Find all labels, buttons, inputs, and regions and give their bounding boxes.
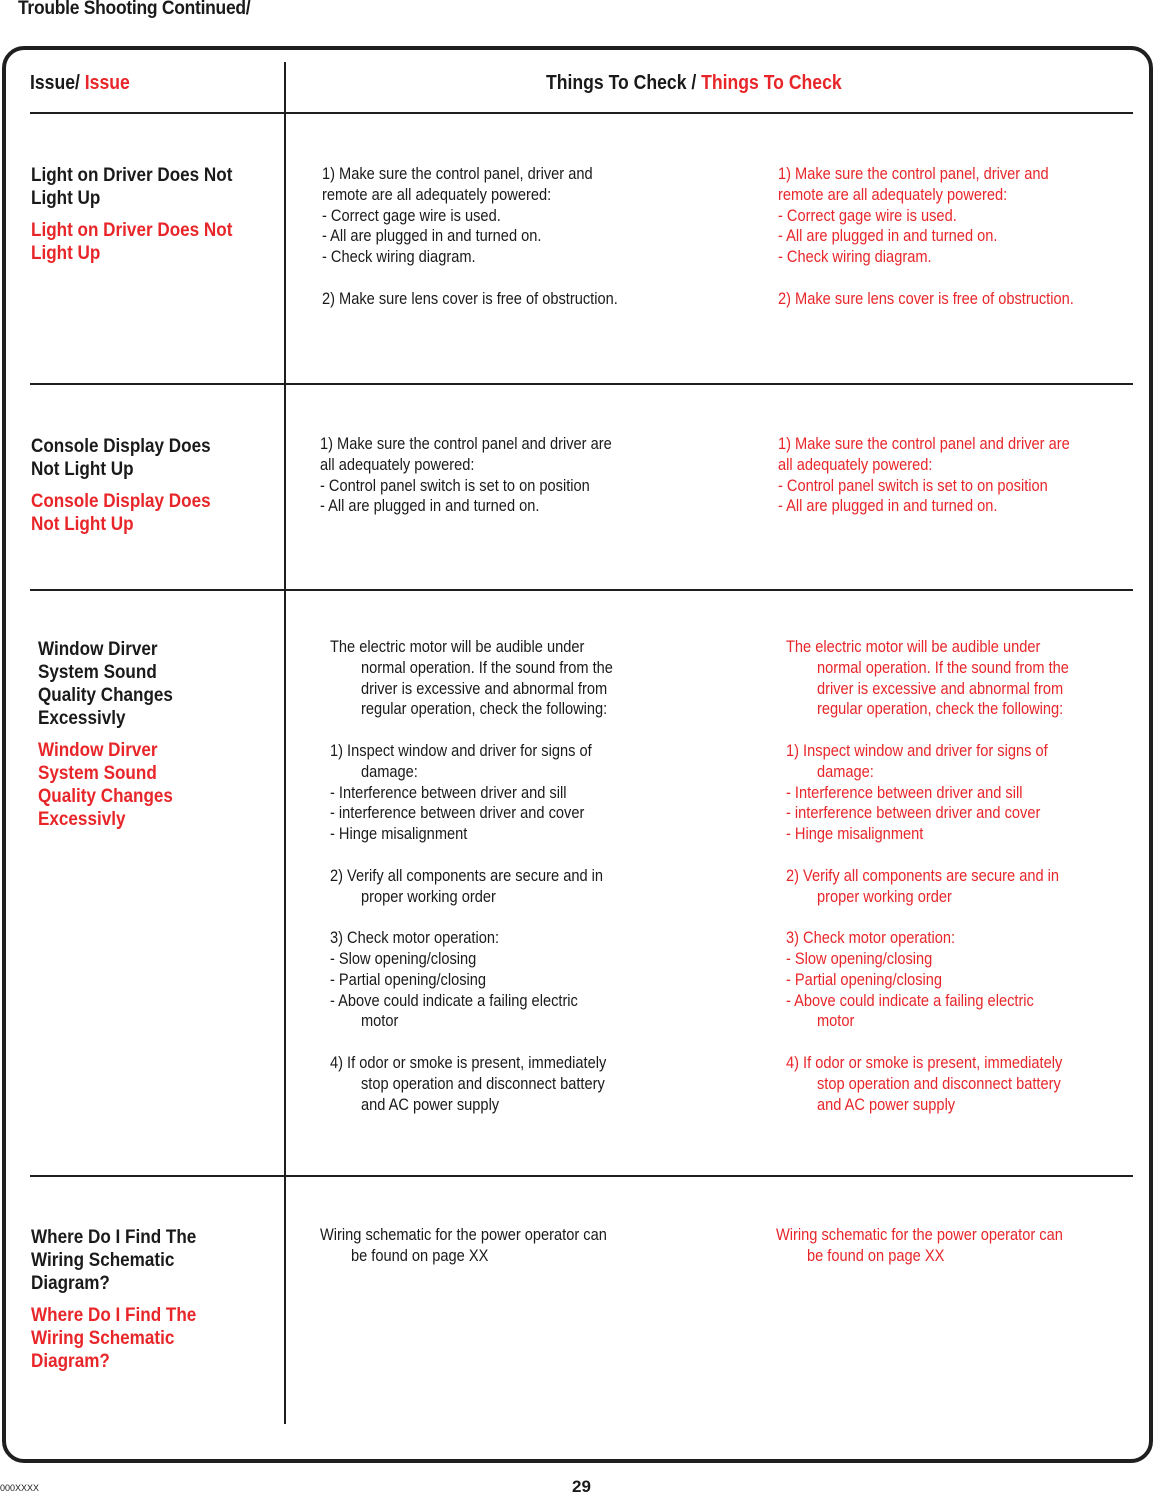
check-line <box>786 845 1069 866</box>
row-divider <box>30 1175 1133 1177</box>
check-line <box>786 907 1069 928</box>
issue-column-header <box>30 72 130 95</box>
check-line: 3) Check motor operation: <box>330 928 500 948</box>
check-line <box>786 720 1069 741</box>
check-line: 1) Inspect window and driver for signs of <box>330 740 592 760</box>
check-cell <box>322 164 618 310</box>
check-line: normal operation. If the sound from the <box>816 657 1069 677</box>
check-line: The electric motor will be audible under <box>786 637 1041 656</box>
check-line: - Above could indicate a failing electric <box>786 990 1034 1010</box>
check-line: damage: <box>816 761 874 781</box>
check-line: - Slow opening/closing <box>786 948 933 968</box>
check-line: 2) Verify all components are secure and in <box>330 865 604 885</box>
check-line: driver is excessive and abnormal from <box>360 678 608 698</box>
check-line: and AC power supply <box>360 1094 500 1114</box>
check-line: stop operation and disconnect battery <box>360 1073 605 1093</box>
check-line: - Control panel switch is set to on position <box>778 475 1048 495</box>
check-line: - Slow opening/closing <box>330 948 477 968</box>
check-line: - Check wiring diagram. <box>778 247 932 267</box>
check-line <box>330 720 613 741</box>
check-cell-alt <box>786 637 1069 1115</box>
issue-text: Window Dirver System Sound Quality Changes Excessivly <box>38 639 173 729</box>
issue-text-alt: Window Dirver System Sound Quality Changes Excessivly <box>38 740 173 830</box>
check-line: - Above could indicate a failing electric <box>330 990 578 1010</box>
check-cell-alt <box>776 1225 1063 1267</box>
check-line: - Interference between driver and sill <box>330 782 567 802</box>
check-line: 1) Inspect window and driver for signs of <box>786 740 1048 760</box>
check-line: remote are all adequately powered: <box>778 184 1008 204</box>
check-line: - Interference between driver and sill <box>786 782 1023 802</box>
check-line: 2) Make sure lens cover is free of obstruction. <box>778 288 1074 308</box>
check-line: be found on page XX <box>806 1245 945 1265</box>
check-cell <box>330 637 613 1115</box>
check-line <box>330 907 613 928</box>
issue-cell <box>31 164 232 265</box>
check-line: Wiring schematic for the power operator can <box>320 1225 607 1244</box>
header-divider <box>30 112 1133 114</box>
check-line: - Hinge misalignment <box>786 824 924 844</box>
check-line: 3) Check motor operation: <box>786 928 956 948</box>
check-line: stop operation and disconnect battery <box>816 1073 1061 1093</box>
check-line: and AC power supply <box>816 1094 956 1114</box>
page-title: Trouble Shooting Continued/ <box>18 0 251 19</box>
issue-text: Console Display Does Not Light Up <box>31 436 211 480</box>
page-number: 29 <box>572 1477 591 1496</box>
check-line: 2) Verify all components are secure and in <box>786 865 1060 885</box>
check-line: be found on page XX <box>350 1245 489 1265</box>
check-line: proper working order <box>360 886 496 906</box>
check-line: driver is excessive and abnormal from <box>816 678 1064 698</box>
issue-cell <box>31 435 211 536</box>
column-divider <box>284 62 286 1424</box>
check-line <box>330 1032 613 1053</box>
check-line: - All are plugged in and turned on. <box>778 226 998 246</box>
check-line <box>786 1032 1069 1053</box>
check-header-label-alt: Things To Check <box>701 72 842 94</box>
check-line: The electric motor will be audible under <box>330 637 585 656</box>
check-header-label: Things To Check / <box>546 72 697 94</box>
check-line: - interference between driver and cover <box>330 803 585 823</box>
row-divider <box>30 589 1133 591</box>
check-line <box>778 268 1074 289</box>
check-line: 1) Make sure the control panel and driver are <box>320 434 612 453</box>
check-line: 1) Make sure the control panel, driver and <box>322 164 593 183</box>
check-line: proper working order <box>816 886 952 906</box>
check-line: Wiring schematic for the power operator can <box>776 1225 1063 1244</box>
check-line <box>330 845 613 866</box>
check-line: 4) If odor or smoke is present, immediately <box>330 1052 607 1072</box>
issue-header-label: Issue/ <box>30 72 80 94</box>
issue-cell <box>38 638 173 831</box>
check-line: all adequately powered: <box>320 454 475 474</box>
check-line: 1) Make sure the control panel and driver are <box>778 434 1070 453</box>
issue-text: Light on Driver Does Not Light Up <box>31 165 233 209</box>
check-line: - Check wiring diagram. <box>322 247 476 267</box>
check-line: 2) Make sure lens cover is free of obstruction. <box>322 288 618 308</box>
check-cell-alt <box>778 434 1070 517</box>
issue-text-alt: Light on Driver Does Not Light Up <box>31 220 233 264</box>
check-line: - All are plugged in and turned on. <box>322 226 542 246</box>
check-line: damage: <box>360 761 418 781</box>
check-line: - Hinge misalignment <box>330 824 468 844</box>
issue-text-alt: Console Display Does Not Light Up <box>31 491 211 535</box>
issue-header-label-alt: Issue <box>84 72 130 94</box>
check-line: - All are plugged in and turned on. <box>778 496 998 516</box>
check-line: remote are all adequately powered: <box>322 184 552 204</box>
check-line: - interference between driver and cover <box>786 803 1041 823</box>
check-line: motor <box>816 1011 855 1031</box>
check-cell <box>320 434 612 517</box>
check-line: - Correct gage wire is used. <box>778 205 957 225</box>
check-line: all adequately powered: <box>778 454 933 474</box>
row-divider <box>30 383 1133 385</box>
document-code: 000XXXX <box>0 1483 40 1493</box>
check-line: - Partial opening/closing <box>786 969 943 989</box>
check-line: - Control panel switch is set to on position <box>320 475 590 495</box>
check-line: 4) If odor or smoke is present, immediately <box>786 1052 1063 1072</box>
issue-text-alt: Where Do I Find The Wiring Schematic Diagram? <box>31 1305 197 1372</box>
check-cell-alt <box>778 164 1074 310</box>
issue-cell <box>31 1226 196 1373</box>
check-line: normal operation. If the sound from the <box>360 657 613 677</box>
issue-text: Where Do I Find The Wiring Schematic Diagram? <box>31 1227 197 1294</box>
check-line: motor <box>360 1011 399 1031</box>
check-line: regular operation, check the following: <box>360 699 608 719</box>
check-line: regular operation, check the following: <box>816 699 1064 719</box>
check-line <box>322 268 618 289</box>
check-line: - Partial opening/closing <box>330 969 487 989</box>
check-line: - All are plugged in and turned on. <box>320 496 540 516</box>
check-column-header <box>546 72 842 95</box>
check-line: 1) Make sure the control panel, driver and <box>778 164 1049 183</box>
check-cell <box>320 1225 607 1267</box>
check-line: - Correct gage wire is used. <box>322 205 501 225</box>
